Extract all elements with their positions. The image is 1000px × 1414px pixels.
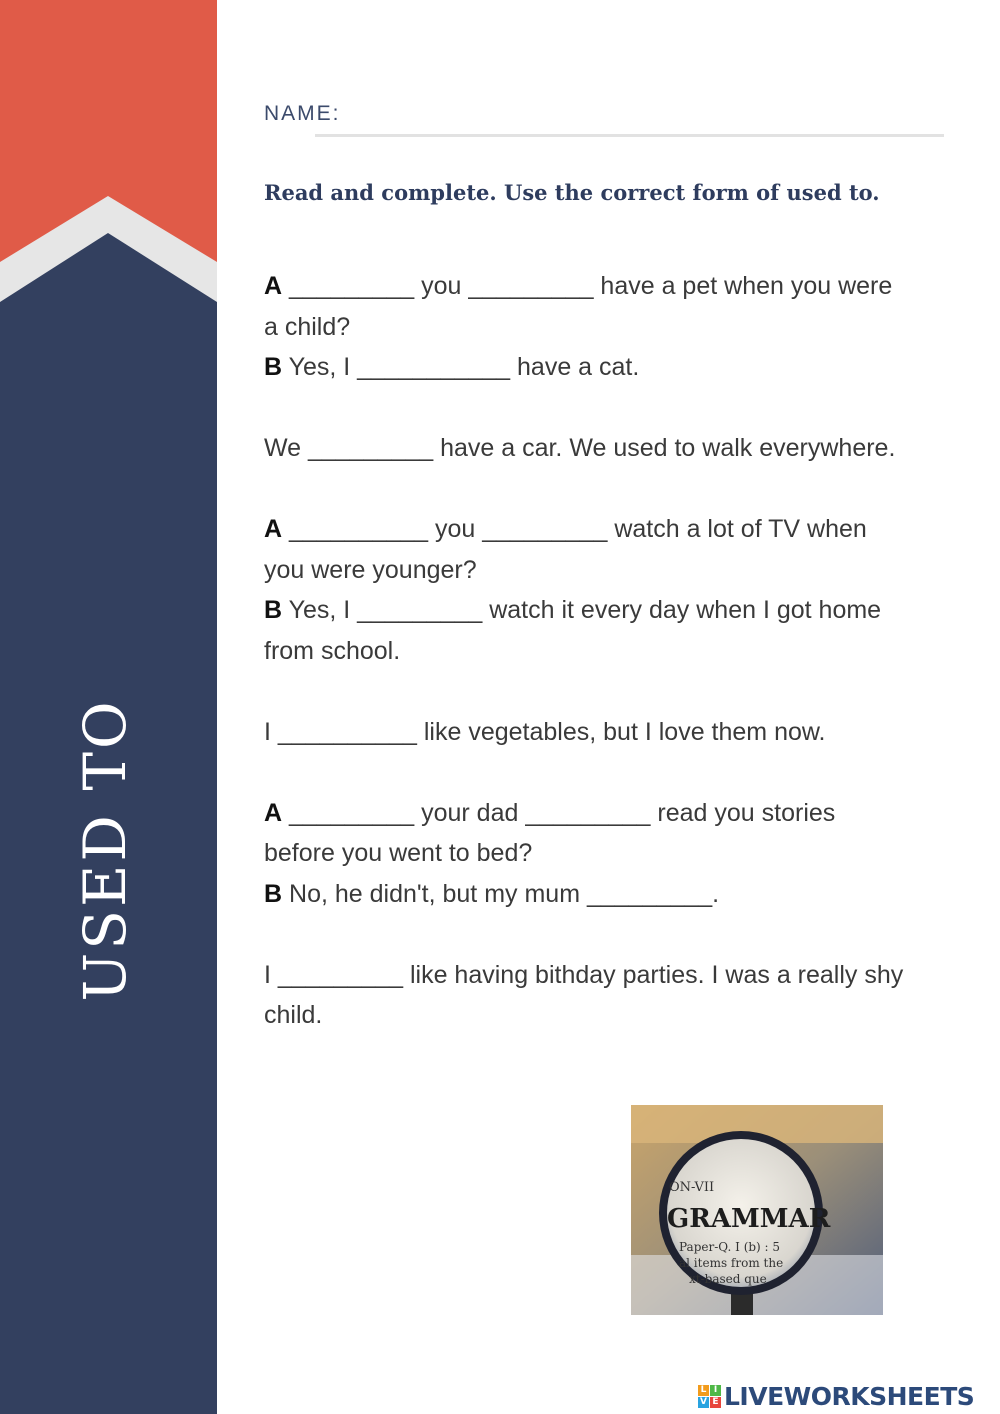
sentence-text: Yes, I _________ watch it every day when I got home from school. <box>264 596 882 665</box>
exercise-item <box>264 793 904 915</box>
sentence-text: _________ you _________ have a pet when you were a child? <box>264 272 893 341</box>
lens-line-3: xt-based que <box>689 1272 767 1286</box>
speaker-label: B <box>264 879 283 908</box>
speaker-label: A <box>264 798 283 827</box>
sentence-text: Yes, I ___________ have a cat. <box>288 353 640 381</box>
lens-top-text: ON-VII <box>669 1180 715 1195</box>
sentence-text: No, he didn't, but my mum _________. <box>289 879 720 908</box>
sentence-text: I __________ like vegetables, but I love them now. <box>264 717 826 746</box>
liveworksheets-logo <box>698 1378 974 1414</box>
sentence-text: __________ you _________ watch a lot of TV when you were younger? <box>264 515 867 584</box>
exercise-item <box>264 955 904 1036</box>
lens-line-2: al items from the <box>679 1256 784 1270</box>
sentence-text: We _________ have a car. We used to walk everywhere. <box>264 434 896 462</box>
exercise-item <box>264 712 904 753</box>
sidebar <box>0 0 217 1414</box>
sidebar-title: USED TO <box>71 698 139 1002</box>
liveworksheets-icon: L I V E <box>698 1385 721 1408</box>
name-row <box>264 100 944 140</box>
exercise-item <box>264 266 904 388</box>
grammar-photo <box>631 1105 883 1315</box>
lens-grammar-word: GRAMMAR <box>667 1204 831 1234</box>
exercise-item <box>264 428 904 469</box>
name-label: NAME: <box>264 102 341 125</box>
sentence-text: I _________ like having bithday parties. I was a really shy child. <box>264 960 904 1029</box>
speaker-label: A <box>264 272 283 300</box>
speaker-label: A <box>264 515 283 543</box>
exercise-list <box>264 266 904 1076</box>
speaker-label: B <box>264 596 283 624</box>
lens-line-1: Paper-Q. I (b) : 5 <box>679 1240 781 1254</box>
instruction-heading: Read and complete. Use the correct form of used to. <box>264 180 880 205</box>
speaker-label: B <box>264 353 283 381</box>
sentence-text: _________ your dad _________ read you stories before you went to bed? <box>264 798 836 867</box>
exercise-item <box>264 509 904 671</box>
name-input-line[interactable] <box>315 134 944 137</box>
liveworksheets-wordmark: LIVEWORKSHEETS <box>724 1381 975 1411</box>
